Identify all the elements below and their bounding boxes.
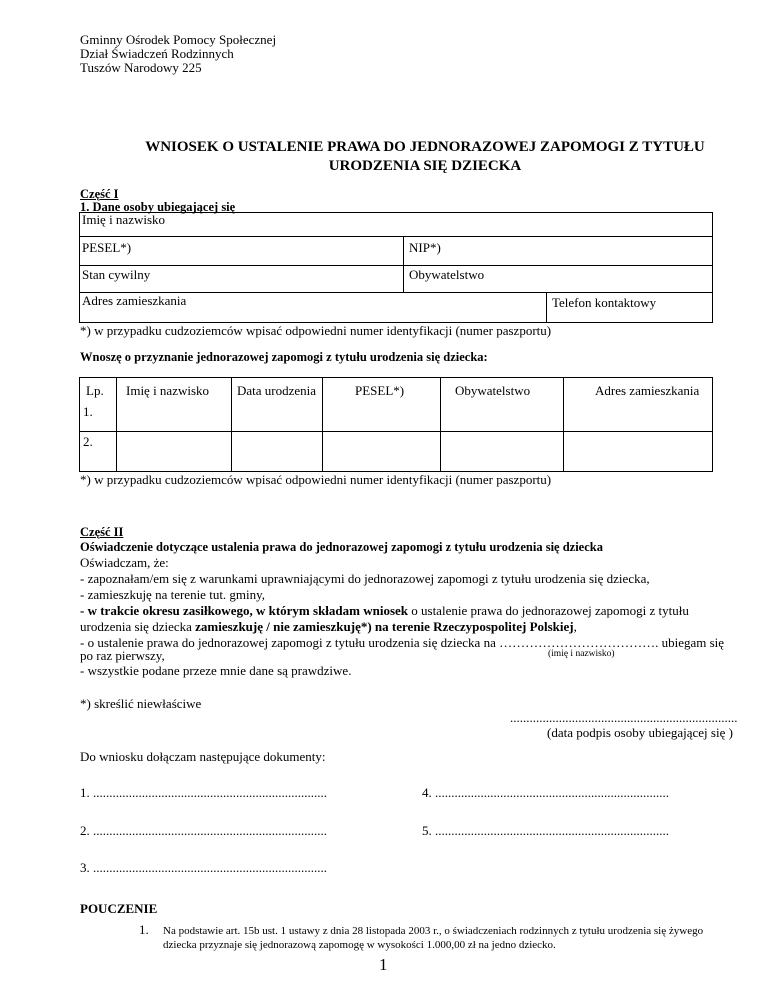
field-nip-label: NIP*) — [409, 240, 441, 255]
statement-line: - zamieszkuję na terenie tut. gminy, — [80, 587, 266, 602]
table-col-line — [116, 377, 117, 472]
table-col-line — [563, 377, 564, 472]
form-title-line1: WNIOSEK O USTALENIE PRAWA DO JEDNORAZOWEJ ZAPOMOGI Z TYTUŁU — [145, 139, 705, 155]
part2-intro: Oświadczam, że: — [80, 555, 169, 570]
institution-address: Tuszów Narodowy 225 — [80, 60, 202, 75]
table-header-pesel: PESEL*) — [355, 383, 405, 398]
row-divider — [79, 265, 713, 266]
table-footnote: *) w przypadku cudzoziemców wpisać odpowiedni numer identyfikacji (numer paszportu) — [80, 472, 552, 487]
part2-subheading: Oświadczenie dotyczące ustalenia prawa do jednorazowej zapomogi z tytułu urodzenia się dziecka — [80, 540, 603, 554]
part1-heading: Część I — [80, 187, 119, 201]
statement-line — [80, 619, 577, 635]
table-row-number: 2. — [83, 434, 93, 449]
strike-note: *) skreślić niewłaściwe — [80, 696, 202, 711]
form-title-line2: URODZENIA SIĘ DZIECKA — [328, 158, 522, 174]
part2-heading: Część II — [80, 525, 124, 539]
statement-line: - o ustalenie prawa do jednorazowej zapomogi z tytułu urodzenia się dziecka na ………………………………. ubiegam się — [80, 635, 725, 650]
statement-line — [80, 603, 733, 619]
table-row-line — [79, 431, 713, 432]
department-name: Dział Świadczeń Rodzinnych — [80, 46, 234, 61]
form-title — [80, 138, 768, 176]
request-text: Wnoszę o przyznanie jednorazowej zapomogi z tytułu urodzenia się dziecka: — [80, 350, 488, 364]
statement-line: - wszystkie podane przeze mnie dane są prawdziwe. — [80, 663, 352, 678]
document-item[interactable]: 2. ........................................................................ — [80, 823, 327, 838]
documents-intro: Do wniosku dołączam następujące dokumenty: — [80, 749, 326, 764]
row-divider — [79, 236, 713, 237]
table-header-birthdate: Data urodzenia — [237, 383, 317, 398]
institution-name: Gminny Ośrodek Pomocy Społecznej — [80, 32, 277, 47]
document-item[interactable]: 3. ........................................................................ — [80, 860, 327, 875]
col-divider — [403, 236, 404, 265]
table-header-name: Imię i nazwisko — [126, 383, 210, 398]
instruction-line: dziecka przyznaje się jednorazową zapomogę w wysokości 1.000,00 zł na jedno dziecko. — [163, 939, 556, 951]
document-item[interactable]: 1. ........................................................................ — [80, 785, 327, 800]
instruction-text — [163, 924, 703, 952]
statement-text: urodzenia się dziecka — [80, 619, 196, 634]
table-header-lp: Lp. — [86, 383, 104, 398]
instruction-heading: POUCZENIE — [80, 901, 158, 916]
name-hint: (imię i nazwisko) — [548, 649, 615, 659]
field-citizenship-label: Obywatelstwo — [409, 267, 485, 282]
field-address-label: Adres zamieszkania — [82, 293, 187, 308]
table-row-number: 1. — [83, 404, 93, 419]
table-col-line — [440, 377, 441, 472]
statement-text: , — [573, 619, 577, 634]
field-name-label: Imię i nazwisko — [82, 212, 166, 227]
col-divider — [546, 292, 547, 323]
statement-bold: - w trakcie okresu zasiłkowego, w którym składam wniosek — [80, 603, 409, 618]
signature-label: (data podpis osoby ubiegającej się ) — [547, 725, 733, 740]
field-phone-label: Telefon kontaktowy — [552, 295, 657, 310]
part1-footnote: *) w przypadku cudzoziemców wpisać odpowiedni numer identyfikacji (numer paszportu) — [80, 323, 552, 338]
signature-line[interactable]: ...................................................................... — [510, 710, 738, 725]
field-pesel-label: PESEL*) — [82, 240, 132, 255]
document-item[interactable]: 4. ........................................................................ — [422, 785, 669, 800]
table-header-address: Adres zamieszkania — [595, 383, 700, 398]
table-header-citizenship: Obywatelstwo — [455, 383, 531, 398]
statement-text: o ustalenie prawa do jednorazowej zapomogi z tytułu — [408, 603, 689, 618]
instruction-line: Na podstawie art. 15b ust. 1 ustawy z dnia 28 listopada 2003 r., o świadczeniach rodzinnych z tytułu urodzenia się żywego — [163, 925, 704, 937]
field-marital-label: Stan cywilny — [82, 267, 151, 282]
table-col-line — [231, 377, 232, 472]
document-item[interactable]: 5. ........................................................................ — [422, 823, 669, 838]
statement-line: - zapoznałam/em się z warunkami uprawniającymi do jednorazowej zapomogi z tytułu urodzenia się dziecka, — [80, 571, 650, 586]
part1-subheading: 1. Dane osoby ubiegającej się — [80, 200, 236, 214]
instruction-number: 1. — [139, 922, 149, 937]
table-col-line — [322, 377, 323, 472]
page-number: 1 — [379, 955, 388, 974]
col-divider — [403, 265, 404, 292]
statement-bold: zamieszkuję / nie zamieszkuję*) na terenie Rzeczypospolitej Polskiej — [195, 619, 574, 634]
statement-line: po raz pierwszy, — [80, 648, 165, 663]
